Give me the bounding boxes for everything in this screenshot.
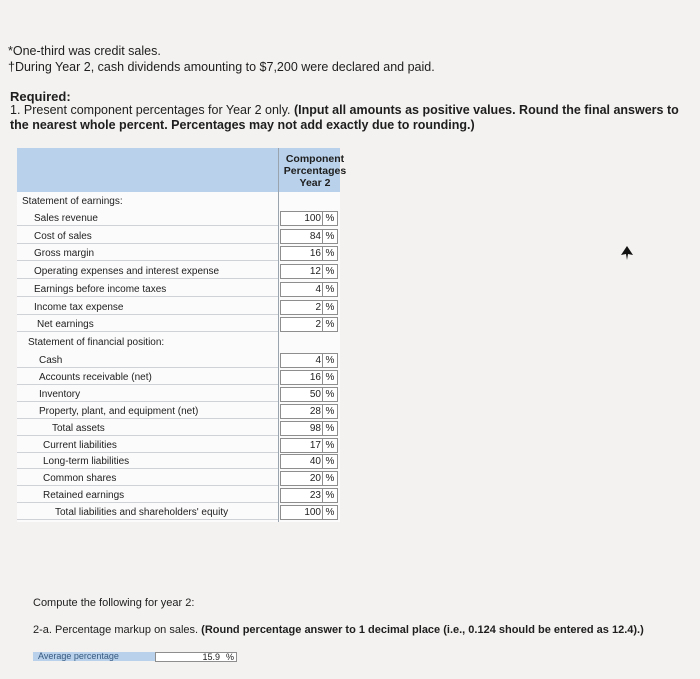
- instruction-text: 1. Present component percentages for Year 2 only.: [10, 103, 294, 117]
- row-divider: [17, 435, 278, 436]
- percentage-input[interactable]: [280, 438, 338, 453]
- row-label: Earnings before income taxes: [34, 283, 167, 295]
- percent-sign: %: [225, 652, 234, 662]
- percentage-value: 84: [309, 230, 321, 242]
- row-label: Current liabilities: [43, 439, 117, 451]
- row-label: Operating expenses and interest expense: [34, 266, 220, 278]
- row-divider: [17, 260, 278, 261]
- percent-sign: %: [322, 354, 337, 367]
- row-label: Cost of sales: [34, 230, 92, 242]
- required-instruction: [10, 103, 700, 133]
- percentage-input[interactable]: [280, 211, 338, 226]
- section-statement-of-financial-position: Statement of financial position:: [28, 337, 165, 348]
- row-divider: [17, 278, 278, 279]
- percentage-input[interactable]: [280, 300, 338, 315]
- dividend-note: †During Year 2, cash dividends amounting to $7,200 were declared and paid.: [8, 60, 435, 74]
- row-label: Gross margin: [34, 248, 95, 260]
- row-divider: [17, 296, 278, 297]
- row-label: Income tax expense: [34, 301, 124, 313]
- percentage-input[interactable]: [280, 282, 338, 297]
- average-percentage-label: Average percentage: [33, 652, 155, 661]
- average-percentage-input[interactable]: [155, 652, 237, 662]
- percentage-value: 2: [315, 301, 321, 313]
- percent-sign: %: [322, 283, 337, 296]
- row-label: Sales revenue: [34, 213, 98, 224]
- percent-sign: %: [322, 230, 337, 243]
- row-divider: [17, 331, 278, 332]
- percentage-value: 100: [304, 213, 321, 224]
- percentage-input[interactable]: [280, 471, 338, 486]
- percentage-value: 16: [309, 371, 321, 383]
- row-divider: [17, 401, 278, 402]
- percentage-value: 12: [309, 266, 321, 278]
- average-percentage-value: 15.9: [202, 652, 220, 662]
- percent-sign: %: [322, 422, 337, 435]
- row-divider: [17, 519, 278, 520]
- percent-sign: %: [322, 212, 337, 225]
- percent-sign: %: [322, 318, 337, 331]
- row-label: Net earnings: [37, 319, 94, 331]
- row-label: Total assets: [52, 422, 105, 434]
- percentage-value: 4: [315, 283, 321, 295]
- row-label: Common shares: [43, 473, 117, 485]
- percentage-input[interactable]: [280, 454, 338, 469]
- row-divider: [17, 314, 278, 315]
- row-label: Cash: [39, 355, 63, 366]
- required-title: Required:: [10, 89, 71, 104]
- percentage-value: 23: [309, 490, 321, 502]
- percentage-input[interactable]: [280, 387, 338, 402]
- row-divider: [17, 485, 278, 486]
- row-label: Long-term liabilities: [43, 456, 130, 468]
- row-divider: [17, 367, 278, 368]
- percentage-input[interactable]: [280, 246, 338, 261]
- percentage-value: 28: [309, 405, 321, 417]
- row-divider: [17, 502, 278, 503]
- percentage-input[interactable]: [280, 488, 338, 503]
- percentage-value: 4: [315, 355, 321, 366]
- percentage-value: 100: [304, 507, 321, 519]
- percent-sign: %: [322, 388, 337, 401]
- percentage-value: 40: [309, 456, 321, 468]
- percentage-input[interactable]: [280, 505, 338, 520]
- percent-sign: %: [322, 265, 337, 278]
- row-divider: [17, 225, 278, 226]
- percent-sign: %: [322, 405, 337, 418]
- percentage-input[interactable]: [280, 404, 338, 419]
- mouse-cursor-icon: [621, 246, 633, 260]
- component-percentages-table: [17, 148, 347, 522]
- row-divider: [17, 452, 278, 453]
- percentage-input[interactable]: [280, 370, 338, 385]
- percent-sign: %: [322, 247, 337, 260]
- percentage-value: 50: [309, 388, 321, 400]
- percent-sign: %: [322, 472, 337, 485]
- percentage-input[interactable]: [280, 353, 338, 368]
- row-label: Total liabilities and shareholders' equity: [55, 507, 229, 519]
- question-2a: [33, 624, 644, 636]
- compute-heading: Compute the following for year 2:: [33, 597, 195, 609]
- row-divider: [17, 418, 278, 419]
- percentage-input[interactable]: [280, 229, 338, 244]
- percentage-value: 16: [309, 248, 321, 260]
- percentage-value: 20: [309, 473, 321, 485]
- column-header-year2: Component Percentages Year 2: [283, 153, 347, 189]
- column-divider: [278, 148, 279, 522]
- row-divider: [17, 243, 278, 244]
- row-label: Property, plant, and equipment (net): [39, 405, 199, 417]
- question-2a-text: 2-a. Percentage markup on sales.: [33, 624, 202, 636]
- percent-sign: %: [322, 371, 337, 384]
- percent-sign: %: [322, 489, 337, 502]
- percentage-input[interactable]: [280, 317, 338, 332]
- credit-sales-note: *One-third was credit sales.: [8, 44, 161, 58]
- row-label: Inventory: [39, 388, 81, 400]
- row-divider: [17, 468, 278, 469]
- instruction-bold-text: (Input all amounts as positive values. Round the final answers to the nearest whole percent. Percentages may not add exactly due to rounding.): [10, 103, 679, 132]
- percentage-input[interactable]: [280, 264, 338, 279]
- percent-sign: %: [322, 439, 337, 452]
- section-statement-of-earnings: Statement of earnings:: [22, 196, 123, 207]
- percentage-value: 2: [315, 319, 321, 331]
- row-divider: [17, 384, 278, 385]
- percent-sign: %: [322, 301, 337, 314]
- row-label: Retained earnings: [43, 490, 125, 502]
- percent-sign: %: [322, 455, 337, 468]
- percentage-value: 98: [309, 422, 321, 434]
- question-2a-bold-text: (Round percentage answer to 1 decimal place (i.e., 0.124 should be entered as 12.4).): [201, 624, 644, 636]
- percentage-input[interactable]: [280, 421, 338, 436]
- percentage-value: 17: [309, 439, 321, 451]
- row-label: Accounts receivable (net): [39, 371, 152, 383]
- percent-sign: %: [322, 506, 337, 519]
